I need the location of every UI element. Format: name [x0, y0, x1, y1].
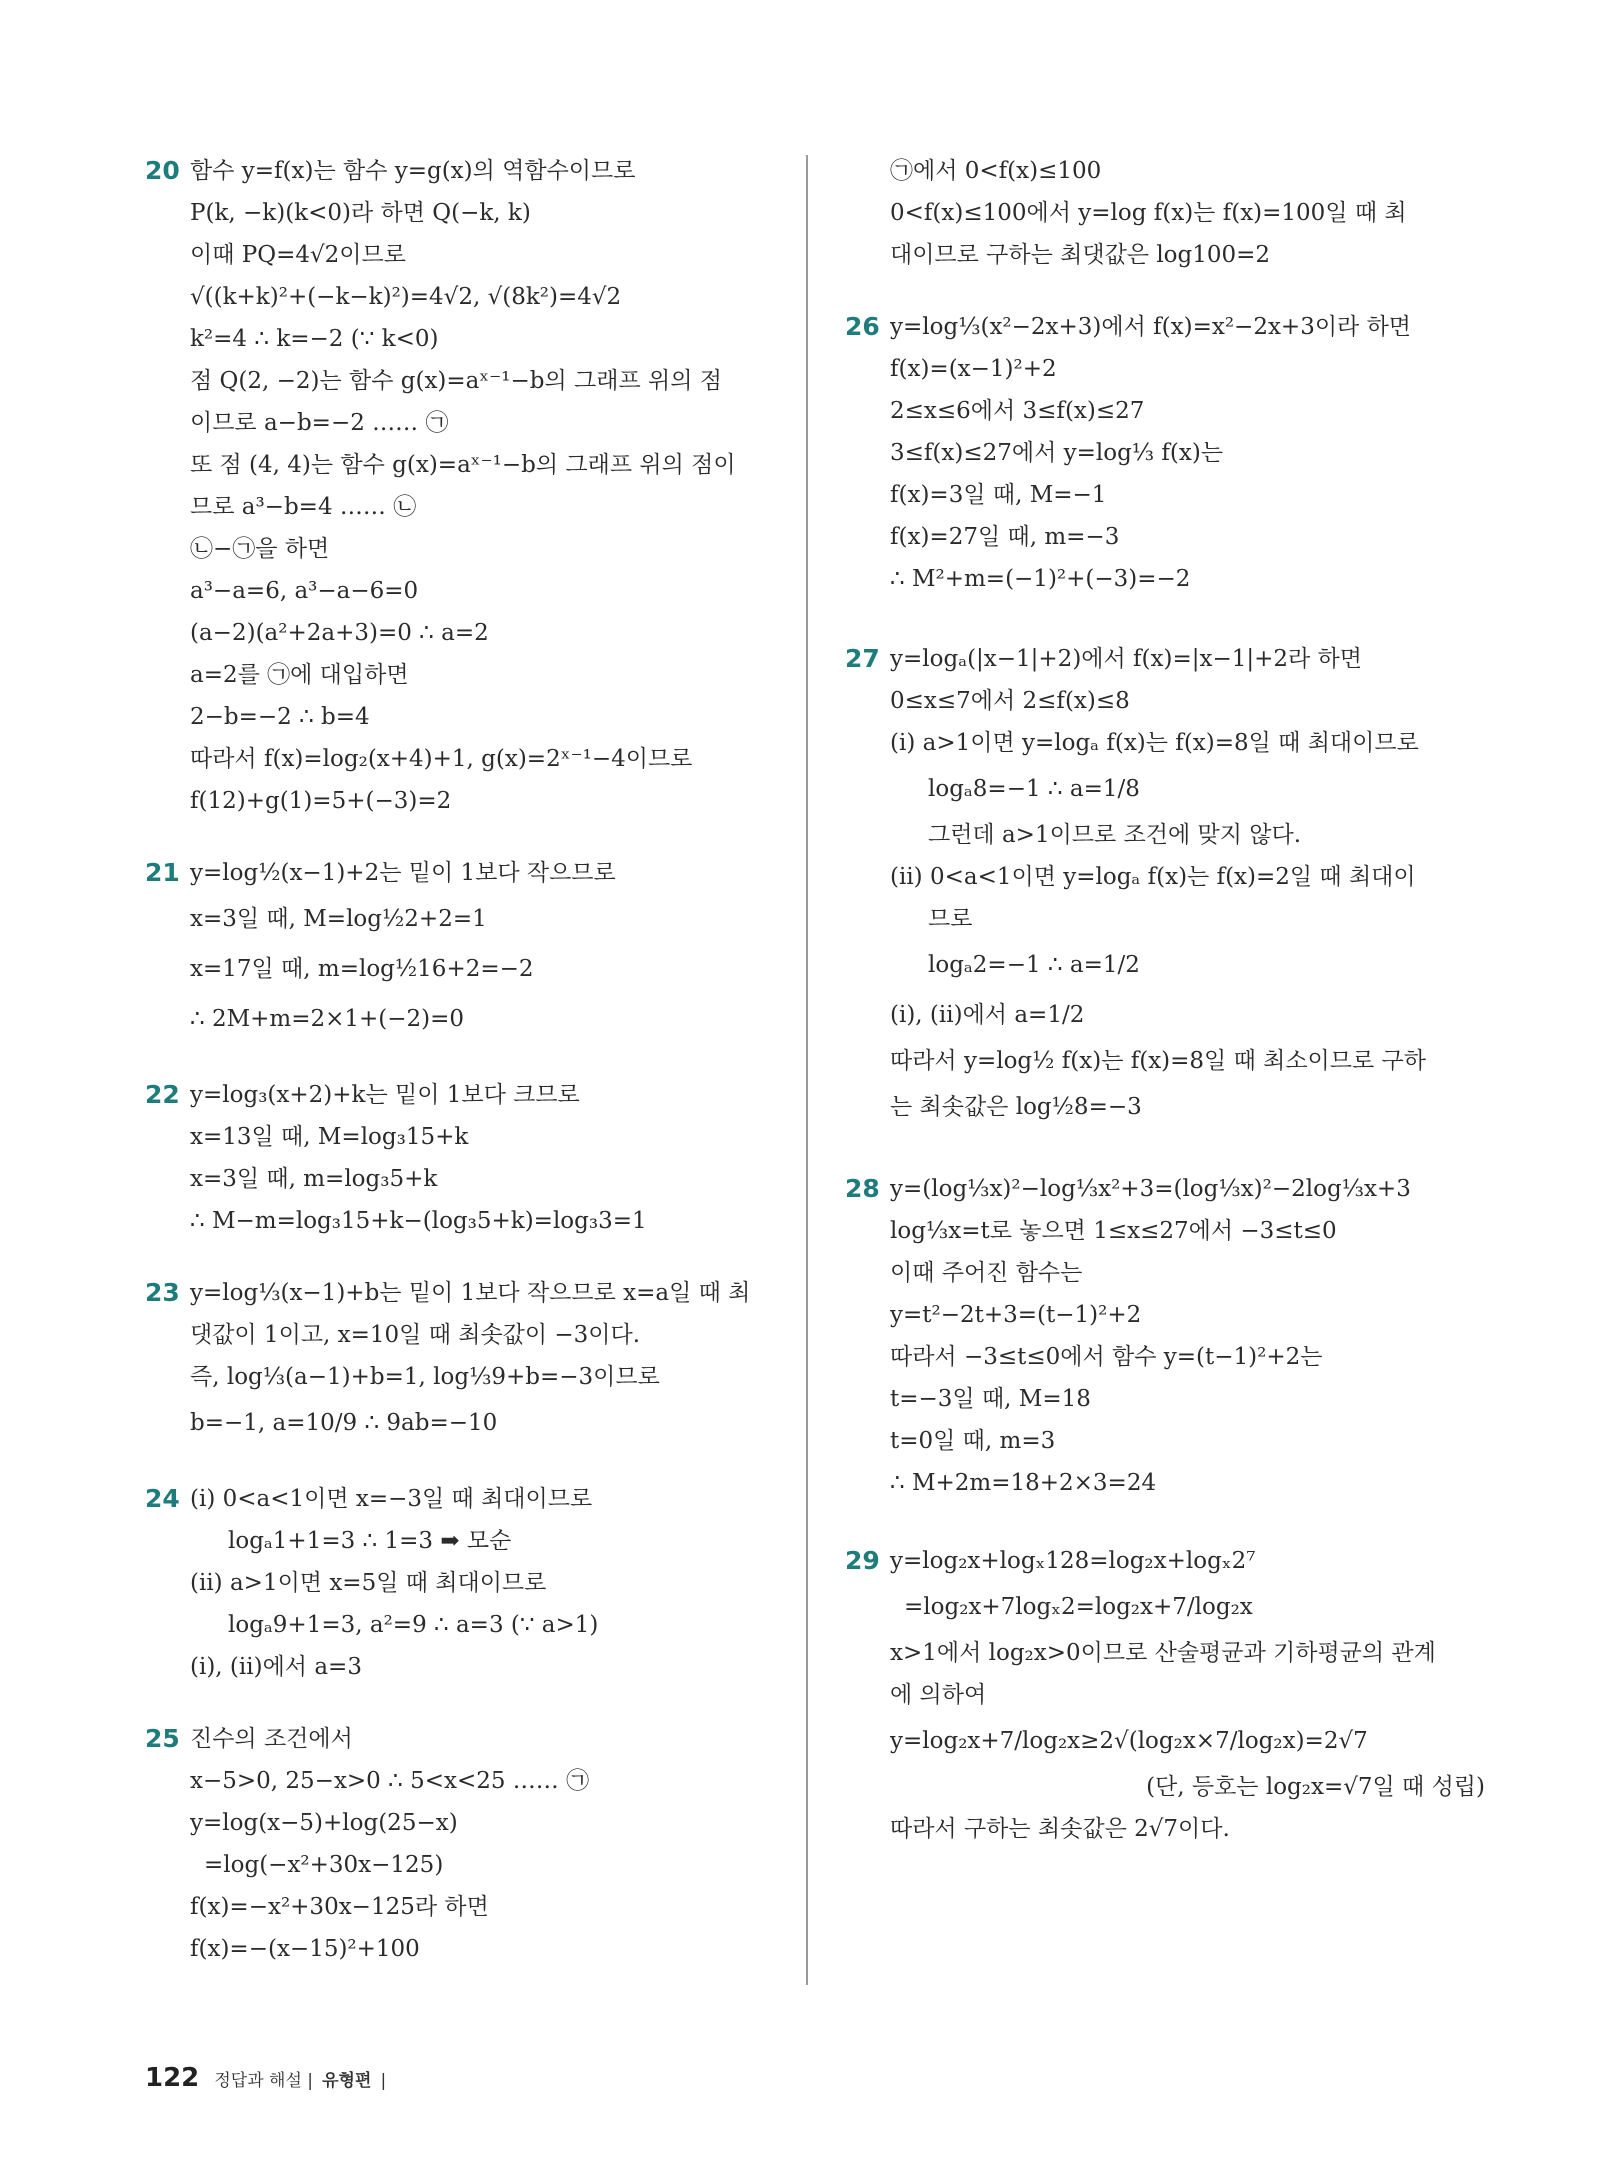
solution-line: y=log₂x+logₓ128=log₂x+logₓ2⁷: [890, 1548, 1256, 1574]
problem-20: [145, 150, 785, 822]
solution-line: 점 Q(2, −2)는 함수 g(x)=aˣ⁻¹−b의 그래프 위의 점: [190, 368, 722, 394]
solution-line: logₐ1+1=3 ∴ 1=3 ➡ 모순: [228, 1528, 512, 1554]
solution-line: a³−a=6, a³−a−6=0: [190, 578, 419, 604]
solution-line: ㉡−㉠을 하면: [190, 536, 330, 562]
solution-line: 2≤x≤6에서 3≤f(x)≤27: [890, 398, 1145, 424]
problem-25: [145, 1718, 785, 1970]
right-column: [845, 150, 1485, 1850]
solution-line: 에 의하여: [890, 1682, 987, 1708]
problem-number: 28: [845, 1174, 880, 1203]
problem-number: 27: [845, 644, 880, 673]
problem-number: 22: [145, 1080, 180, 1109]
solution-line: 므로 a³−b=4 …… ㉡: [190, 494, 417, 520]
solution-line: log⅓x=t로 놓으면 1≤x≤27에서 −3≤t≤0: [890, 1218, 1337, 1244]
problem-number: 26: [845, 312, 880, 341]
page-number: 122: [145, 2063, 200, 2093]
page-footer: [145, 2063, 386, 2093]
solution-line: 즉, log⅓(a−1)+b=1, log⅓9+b=−3이므로: [190, 1364, 660, 1390]
solution-line: 므로: [928, 906, 973, 932]
solution-line: y=logₐ(|x−1|+2)에서 f(x)=|x−1|+2라 하면: [890, 646, 1362, 672]
solution-line: 이때 주어진 함수는: [890, 1260, 1083, 1286]
solution-line: x=17일 때, m=log½16+2=−2: [190, 956, 534, 982]
problem-number: 21: [145, 858, 180, 887]
solution-line: logₐ2=−1 ∴ a=1/2: [928, 952, 1140, 978]
solution-line: 댓값이 1이고, x=10일 때 최솟값이 −3이다.: [190, 1322, 641, 1348]
solution-line: x=3일 때, M=log½2+2=1: [190, 906, 487, 932]
left-column: [145, 150, 785, 1970]
solution-line: 이므로 a−b=−2 …… ㉠: [190, 410, 449, 436]
problem-number: 23: [145, 1278, 180, 1307]
solution-line: y=log₂x+7/log₂x≥2√(log₂x×7/log₂x)=2√7: [890, 1728, 1368, 1754]
problem-21: [145, 852, 785, 1044]
solution-line: f(x)=−(x−15)²+100: [190, 1936, 420, 1962]
solution-line: 0≤x≤7에서 2≤f(x)≤8: [890, 688, 1130, 714]
solution-line: y=log½(x−1)+2는 밑이 1보다 작으므로: [190, 860, 616, 886]
solution-line: y=log⅓(x²−2x+3)에서 f(x)=x²−2x+3이라 하면: [890, 314, 1412, 340]
problem-25-continuation: [845, 150, 1485, 276]
problem-28: [845, 1168, 1485, 1504]
solution-line: logₐ8=−1 ∴ a=1/8: [928, 776, 1140, 802]
solution-line: f(x)=3일 때, M=−1: [890, 482, 1107, 508]
solution-line: (ⅰ), (ⅱ)에서 a=3: [190, 1654, 362, 1680]
solution-line: (ⅰ) a>1이면 y=logₐ f(x)는 f(x)=8일 때 최대이므로: [890, 730, 1419, 756]
column-divider: [806, 155, 808, 1985]
solution-line: x=3일 때, m=log₃5+k: [190, 1166, 438, 1192]
solution-line: y=(log⅓x)²−log⅓x²+3=(log⅓x)²−2log⅓x+3: [890, 1176, 1411, 1202]
solution-line: (ⅱ) a>1이면 x=5일 때 최대이므로: [190, 1570, 547, 1596]
solution-line: 는 최솟값은 log½8=−3: [890, 1094, 1142, 1120]
solution-line: f(12)+g(1)=5+(−3)=2: [190, 788, 452, 814]
solution-line: 2−b=−2 ∴ b=4: [190, 704, 370, 730]
solution-line: (ⅰ), (ⅱ)에서 a=1/2: [890, 1002, 1085, 1028]
solution-line: 진수의 조건에서: [190, 1726, 353, 1752]
solution-line: 따라서 구하는 최솟값은 2√7이다.: [890, 1816, 1230, 1842]
problem-29: [845, 1540, 1485, 1850]
problem-26: [845, 306, 1485, 600]
problem-number: 24: [145, 1484, 180, 1513]
solution-line: ㉠에서 0<f(x)≤100: [890, 158, 1102, 184]
solution-line: 따라서 y=log½ f(x)는 f(x)=8일 때 최소이므로 구하: [890, 1048, 1426, 1074]
solution-line: ∴ M−m=log₃15+k−(log₃5+k)=log₃3=1: [190, 1208, 647, 1234]
solution-line: 0<f(x)≤100에서 y=log f(x)는 f(x)=100일 때 최: [890, 200, 1407, 226]
solution-line: =log(−x²+30x−125): [204, 1852, 444, 1878]
solution-line: P(k, −k)(k<0)라 하면 Q(−k, k): [190, 200, 531, 226]
solution-line: logₐ9+1=3, a²=9 ∴ a=3 (∵ a>1): [228, 1612, 599, 1638]
solution-line: 대이므로 구하는 최댓값은 log100=2: [890, 242, 1271, 268]
solution-line: √((k+k)²+(−k−k)²)=4√2, √(8k²)=4√2: [190, 284, 622, 310]
solution-line: 그런데 a>1이므로 조건에 맞지 않다.: [928, 822, 1302, 848]
solution-line: 따라서 −3≤t≤0에서 함수 y=(t−1)²+2는: [890, 1344, 1323, 1370]
solution-line: y=log₃(x+2)+k는 밑이 1보다 크므로: [190, 1082, 580, 1108]
problem-number: 25: [145, 1724, 180, 1753]
solution-line: t=0일 때, m=3: [890, 1428, 1056, 1454]
solution-line: f(x)=−x²+30x−125라 하면: [190, 1894, 489, 1920]
solution-line: y=log(x−5)+log(25−x): [190, 1810, 458, 1836]
problem-24: [145, 1478, 785, 1688]
solution-line: 3≤f(x)≤27에서 y=log⅓ f(x)는: [890, 440, 1224, 466]
problem-22: [145, 1074, 785, 1242]
solution-line: ∴ M²+m=(−1)²+(−3)=−2: [890, 566, 1191, 592]
solution-line: =log₂x+7logₓ2=log₂x+7/log₂x: [904, 1594, 1253, 1620]
solution-line: x=13일 때, M=log₃15+k: [190, 1124, 469, 1150]
solution-line: f(x)=27일 때, m=−3: [890, 524, 1120, 550]
solution-line: a=2를 ㉠에 대입하면: [190, 662, 409, 688]
problem-23: [145, 1272, 785, 1448]
solution-line: f(x)=(x−1)²+2: [890, 356, 1057, 382]
problem-number: 20: [145, 156, 180, 185]
solution-line: t=−3일 때, M=18: [890, 1386, 1091, 1412]
solution-line: (단, 등호는 log₂x=√7일 때 성립): [1146, 1774, 1485, 1800]
solution-line: 또 점 (4, 4)는 함수 g(x)=aˣ⁻¹−b의 그래프 위의 점이: [190, 452, 736, 478]
solution-line: (ⅱ) 0<a<1이면 y=logₐ f(x)는 f(x)=2일 때 최대이: [890, 864, 1416, 890]
solution-line: y=log⅓(x−1)+b는 밑이 1보다 작으므로 x=a일 때 최: [190, 1280, 751, 1306]
solution-line: ∴ 2M+m=2×1+(−2)=0: [190, 1006, 465, 1032]
solution-line: 이때 PQ=4√2이므로: [190, 242, 406, 268]
solution-line: 따라서 f(x)=log₂(x+4)+1, g(x)=2ˣ⁻¹−4이므로: [190, 746, 693, 772]
solution-line: (ⅰ) 0<a<1이면 x=−3일 때 최대이므로: [190, 1486, 593, 1512]
footer-label: 정답과 해설 |: [214, 2071, 314, 2091]
footer-separator: |: [380, 2071, 387, 2091]
solution-line: x>1에서 log₂x>0이므로 산술평균과 기하평균의 관계: [890, 1640, 1436, 1666]
solution-line: 함수 y=f(x)는 함수 y=g(x)의 역함수이므로: [190, 158, 636, 184]
solution-line: y=t²−2t+3=(t−1)²+2: [890, 1302, 1142, 1328]
problem-27: [845, 638, 1485, 1132]
solution-line: x−5>0, 25−x>0 ∴ 5<x<25 …… ㉠: [190, 1768, 590, 1794]
solution-line: b=−1, a=10/9 ∴ 9ab=−10: [190, 1410, 498, 1436]
solution-line: (a−2)(a²+2a+3)=0 ∴ a=2: [190, 620, 489, 646]
solution-line: k²=4 ∴ k=−2 (∵ k<0): [190, 326, 439, 352]
footer-section: 유형편: [322, 2071, 372, 2091]
problem-number: 29: [845, 1546, 880, 1575]
solution-line: ∴ M+2m=18+2×3=24: [890, 1470, 1157, 1496]
